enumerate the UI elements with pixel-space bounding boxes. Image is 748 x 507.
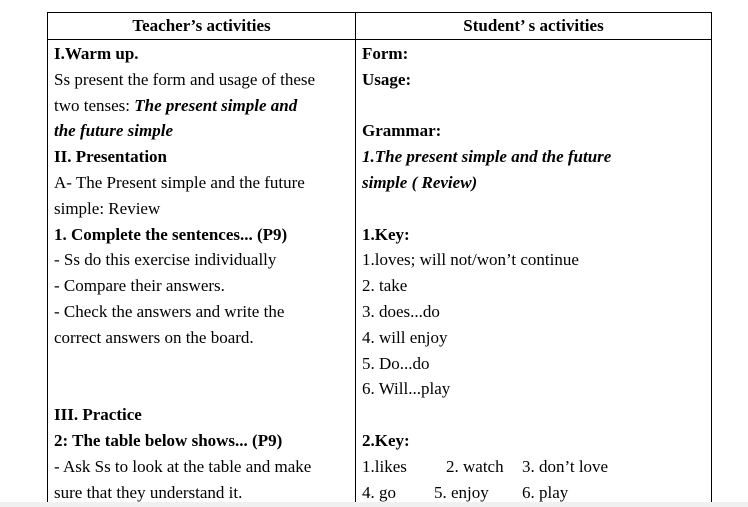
- key2-item: 4. go: [362, 482, 396, 502]
- exercise2-title: 2: The table below shows... (P9): [54, 430, 283, 450]
- student-activities-header: Student’ s activities: [356, 13, 712, 40]
- key1-item: 5. Do...do: [362, 353, 430, 373]
- page-bottom-edge: [0, 502, 748, 507]
- key2-item: 6. play: [522, 482, 569, 502]
- spacer: [54, 376, 349, 402]
- exercise1-title: 1. Complete the sentences... (P9): [54, 224, 288, 244]
- spacer: [362, 402, 705, 428]
- warmup-title: I.Warm up.: [54, 44, 139, 63]
- key1-item: 3. does...do: [362, 301, 440, 321]
- exercise1-step-3b: correct answers on the board.: [54, 327, 254, 347]
- warmup-text-1: Ss present the form and usage of these: [54, 69, 316, 89]
- warmup-text-2-emphasis: The present simple and: [134, 95, 298, 115]
- grammar-text-1: 1.The present simple and the future: [362, 147, 612, 167]
- spacer: [362, 93, 705, 119]
- exercise1-step-3a: - Check the answers and write the: [54, 301, 285, 321]
- key2-item: 1.likes: [362, 456, 407, 476]
- table-row: [48, 40, 712, 506]
- spacer: [362, 196, 705, 222]
- key1-title: 1.Key:: [362, 224, 410, 244]
- key2-item: 3. don’t love: [522, 456, 609, 476]
- key1-item: 6. Will...play: [362, 379, 451, 399]
- teacher-activities-header: Teacher’s activities: [48, 13, 356, 40]
- spacer: [54, 351, 349, 377]
- key2-title: 2.Key:: [362, 430, 410, 450]
- exercise2-step-1a: - Ask Ss to look at the table and make: [54, 456, 312, 476]
- lesson-plan-table: [47, 12, 712, 506]
- exercise1-step-1: - Ss do this exercise individually: [54, 250, 277, 270]
- presentation-title: II. Presentation: [54, 147, 168, 167]
- exercise1-step-2: - Compare their answers.: [54, 276, 225, 296]
- key1-item: 4. will enjoy: [362, 327, 448, 347]
- key2-item: 5. enjoy: [434, 482, 489, 502]
- grammar-label: Grammar:: [362, 121, 442, 141]
- key2-item: 2. watch: [446, 456, 504, 476]
- key1-item: 1.loves; will not/won’t continue: [362, 250, 579, 270]
- usage-label: Usage:: [362, 69, 412, 89]
- exercise2-step-1b: sure that they understand it.: [54, 482, 243, 502]
- warmup-text-2: [54, 93, 349, 119]
- warmup-text-3: the future simple: [54, 121, 174, 141]
- practice-title: III. Practice: [54, 405, 142, 425]
- teacher-activities-cell: [48, 40, 356, 506]
- presentation-text-1: A- The Present simple and the future: [54, 172, 305, 192]
- key1-item: 2. take: [362, 276, 408, 296]
- warmup-text-2-plain: two tenses:: [54, 95, 135, 115]
- table-header-row: [48, 13, 712, 40]
- grammar-text-2: simple ( Review): [362, 172, 478, 192]
- student-activities-cell: [356, 40, 712, 506]
- key2-row-1: [362, 454, 705, 480]
- presentation-text-2: simple: Review: [54, 198, 161, 218]
- form-label: Form:: [362, 44, 409, 63]
